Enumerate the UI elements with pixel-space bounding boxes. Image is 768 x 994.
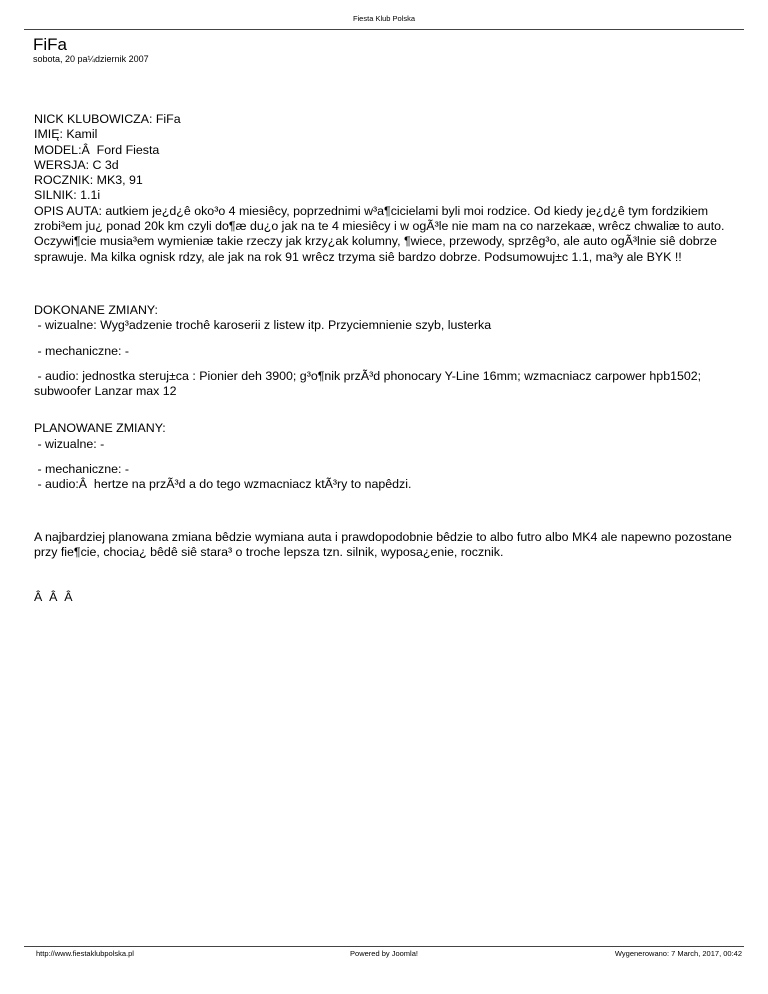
footer-divider bbox=[24, 946, 744, 947]
trailing-characters: Â Â Â bbox=[34, 590, 77, 605]
profile-paragraph: NICK KLUBOWICZA: FiFa IMIĘ: Kamil MODEL:Â Ford Fiesta WERSJA: C 3d ROCZNIK: MK3, 91 SILNIK: 1.1i OPIS AUTA: autkiem je¿d¿ê oko³o 4 miesiêcy, poprzednimi w³a¶cicielami byli moi rodzice. Od kiedy je¿d¿ê tym fordzikiem zrobi³em ju¿ ponad 20k km czyli do¶æ du¿o jak na te 4 miesiêcy i w ogÃ³le nie mam na co narzekaæ, wrêcz chwaliæ to auto. Oczywi¶cie musia³em wymieniæ takie rzeczy jak krzy¿ak kolumny, ¶wiece, przewody, sprzêg³o, ale auto ogÃ³lnie siê dobrze sprawuje. Ma kilka ognisk rdzy, ale jak na rok 91 wrêcz trzyma siê bardzo dobrze. Podsumowuj±c 1.1, ma³y ale BYK !! bbox=[34, 112, 725, 264]
audio-changes-paragraph: - audio: jednostka steruj±ca : Pionier deh 3900; g³o¶nik przÃ³d phonocary Y-Line 16mm; wzmacniacz carpower hpb1502; subwoofer Lanzar max 12 bbox=[34, 368, 705, 399]
completed-changes-paragraph: DOKONANE ZMIANY: - wizualne: Wyg³adzenie trochê karoserii z listew itp. Przyciemnienie szyb, lusterka bbox=[34, 302, 492, 333]
planned-mechanical-audio-paragraph: - mechaniczne: - - audio:Â hertze na przÃ³d a do tego wzmacniacz ktÃ³ry to napêdzi. bbox=[37, 462, 412, 492]
article-title: FiFa bbox=[33, 35, 67, 54]
footer-generated-date: Wygenerowano: 7 March, 2017, 00:42 bbox=[614, 949, 742, 958]
mechanical-changes-paragraph: - mechaniczne: - bbox=[34, 343, 130, 358]
planned-changes-paragraph: PLANOWANE ZMIANY: - wizualne: - bbox=[34, 421, 166, 451]
article-date: sobota, 20 pa¼dziernik 2007 bbox=[33, 54, 149, 64]
document-page bbox=[24, 0, 744, 994]
closing-paragraph: A najbardziej planowana zmiana bêdzie wymiana auta i prawdopodobnie bêdzie to albo futro albo MK4 ale napewno pozostane przy fie¶cie, chocia¿ bêdê siê stara³ o troche lepsza tzn. silnik, wyposa¿enie, rocznik. bbox=[34, 529, 736, 559]
footer-site-link[interactable]: http://www.fiestaklubpolska.pl bbox=[36, 949, 134, 958]
site-title: Fiesta Klub Polska bbox=[352, 14, 416, 23]
footer-powered-by: Powered by Joomla! bbox=[350, 949, 418, 958]
article-body bbox=[34, 112, 734, 606]
header-divider bbox=[24, 29, 744, 30]
